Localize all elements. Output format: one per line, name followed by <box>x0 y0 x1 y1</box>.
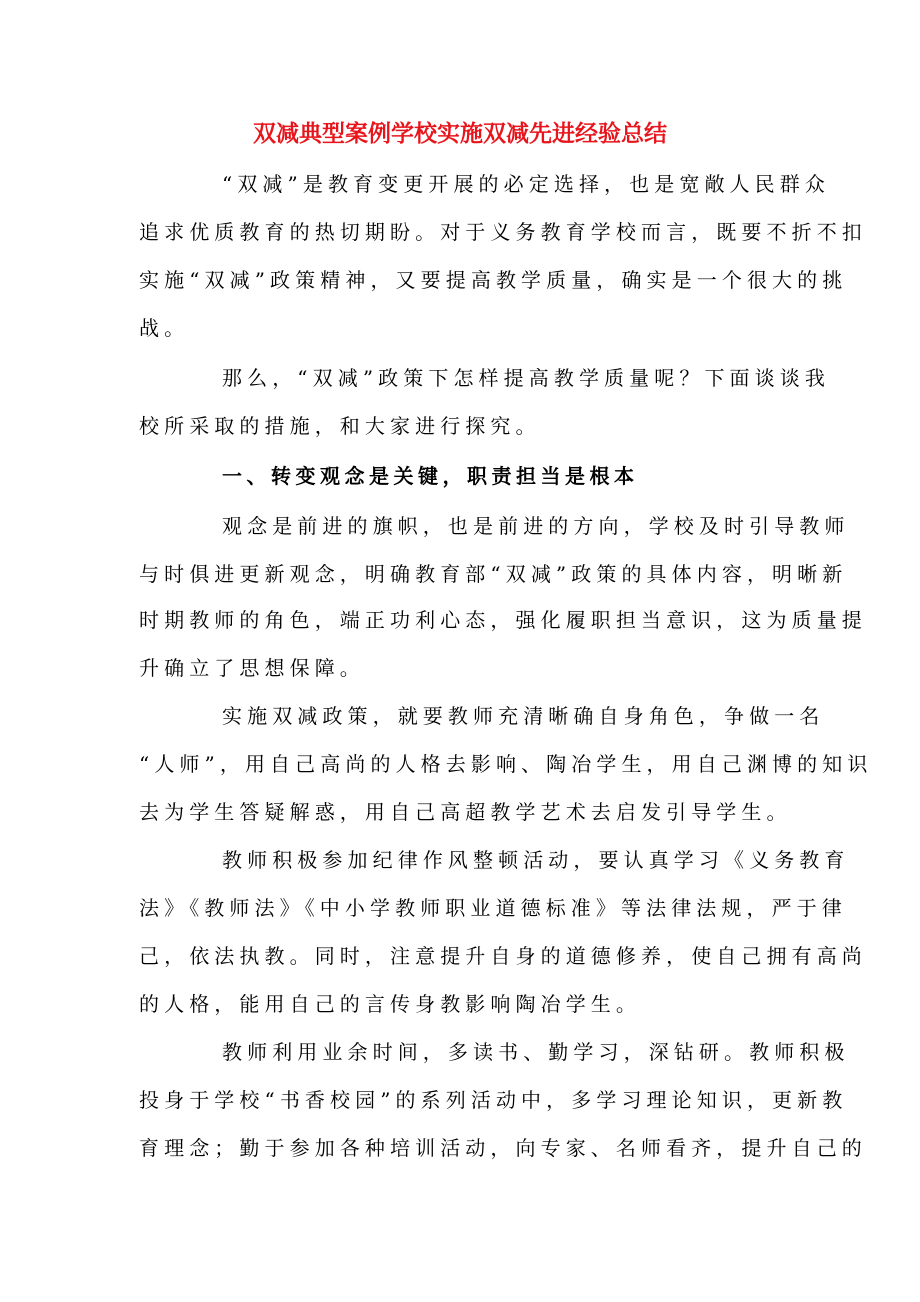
body-line: 教师积极参加纪律作风整顿活动，要认真学习《义务教育 <box>222 848 850 872</box>
body-line: 时期教师的角色，端正功利心态，强化履职担当意识，这为质量提 <box>139 608 867 632</box>
body-line: 去为学生答疑解惑，用自己高超教学艺术去启发引导学生。 <box>139 800 792 824</box>
body-line: 育理念；勤于参加各种培训活动，向专家、名师看齐，提升自己的 <box>139 1136 867 1160</box>
body-line: 教师利用业余时间，多读书、勤学习，深钻研。教师积极 <box>222 1040 850 1064</box>
body-line: 观念是前进的旗帜，也是前进的方向，学校及时引导教师 <box>222 514 850 538</box>
body-line: 的人格，能用自己的言传身教影响陶冶学生。 <box>139 992 641 1016</box>
body-line: 追求优质教育的热切期盼。对于义务教育学校而言，既要不折不扣 <box>139 220 867 244</box>
body-line: “人师”，用自己高尚的人格去影响、陶冶学生，用自己渊博的知识 <box>139 752 873 776</box>
body-line: 与时俱进更新观念，明确教育部“双减”政策的具体内容，明晰新 <box>139 562 848 586</box>
body-line: 己，依法执教。同时，注意提升自身的道德修养，使自己拥有高尚 <box>139 944 867 968</box>
body-line: 投身于学校“书香校园”的系列活动中，多学习理论知识，更新教 <box>139 1088 848 1112</box>
section-heading: 一、转变观念是关键，职责担当是根本 <box>222 464 639 488</box>
body-line: 实施双减政策，就要教师充清晰确自身角色，争做一名 <box>222 704 825 728</box>
body-line: 校所采取的措施，和大家进行探究。 <box>139 414 541 438</box>
body-line: 法》《教师法》《中小学教师职业道德标准》等法律法规，严于律 <box>139 896 847 920</box>
body-line: 升确立了思想保障。 <box>139 656 365 680</box>
body-line: 那么，“双减”政策下怎样提高教学质量呢？下面谈谈我 <box>222 366 830 390</box>
document-title: 双减典型案例学校实施双减先进经验总结 <box>253 121 667 147</box>
body-line: 战。 <box>139 316 190 340</box>
body-line: 实施“双减”政策精神，又要提高教学质量，确实是一个很大的挑 <box>139 268 848 292</box>
body-line: “双减”是教育变更开展的必定选择，也是宽敞人民群众 <box>222 172 830 196</box>
